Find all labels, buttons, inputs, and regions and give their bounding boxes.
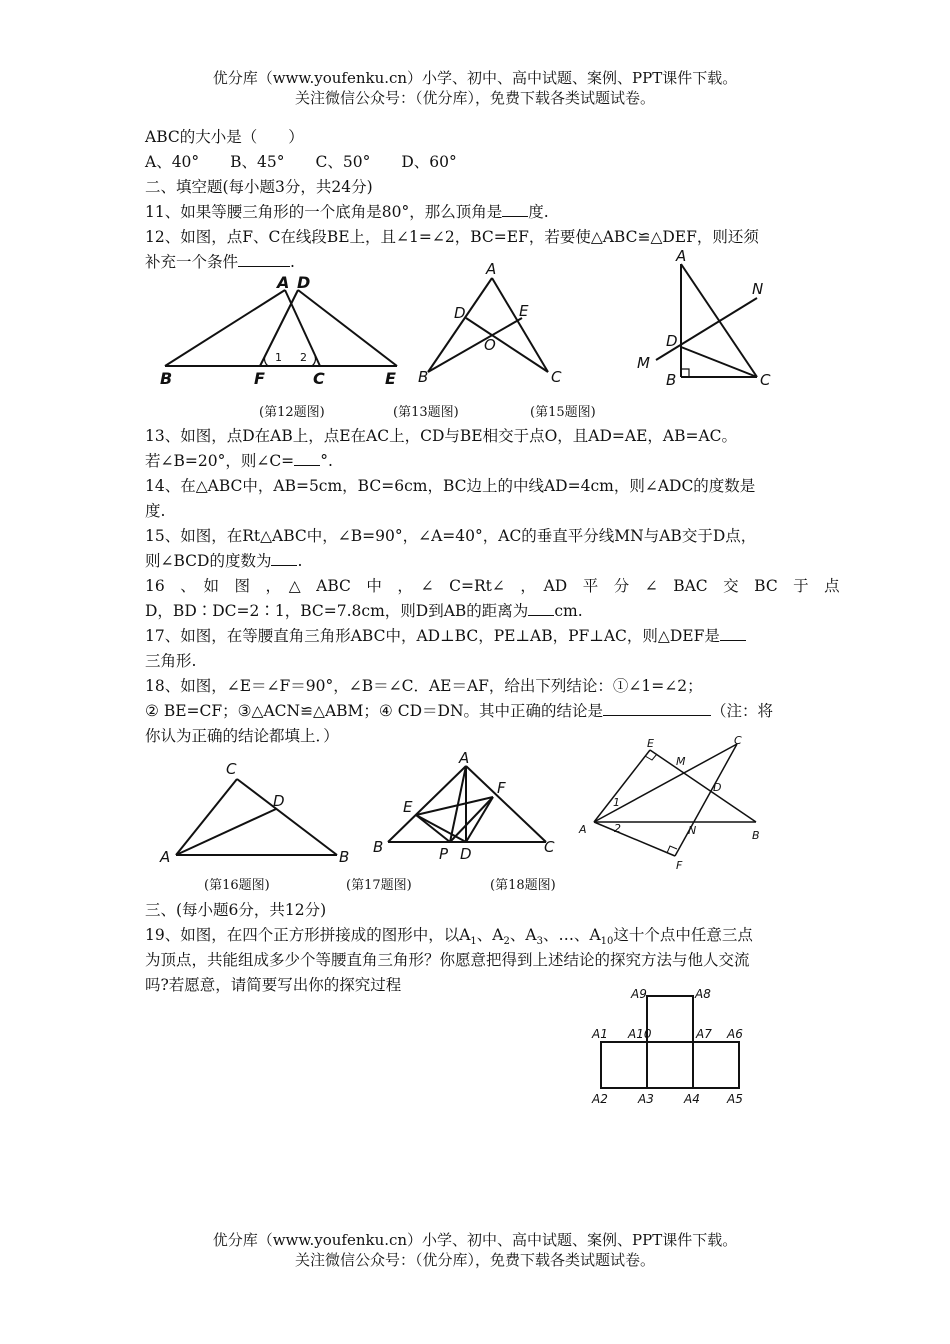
header-line-1: 优分库（www.youfenku.cn）小学、初中、高中试题、案例、PPT课件下载。: [212, 69, 738, 87]
caption-fig17: (第17题图): [346, 878, 412, 893]
fig13-label-c: C: [551, 368, 562, 386]
q12-text-b: .: [290, 253, 295, 271]
fig18-label-a: A: [579, 823, 587, 836]
q18-text-b: （注：将: [711, 702, 774, 720]
q19-text-d: 、…、A: [542, 926, 601, 944]
fig18-label-m: M: [676, 755, 686, 768]
caption-fig12: (第12题图): [259, 405, 325, 420]
fig18-label-d: D: [713, 781, 722, 794]
section-2-title: 二、填空题(每小题3分，共24分): [145, 178, 373, 196]
q19-text-b: 、A: [476, 926, 504, 944]
q16-text-a: D，BD∶DC=2∶1，BC=7.8cm，则D到AB的距离为: [145, 602, 529, 620]
fig12-label-f: F: [254, 369, 265, 388]
q13-blank: [294, 450, 320, 466]
q16-blank: [528, 600, 554, 616]
q19-sub-3: 3: [536, 936, 543, 948]
fig15-label-c: C: [760, 371, 771, 389]
q13-text-a: 若∠B=20°，则∠C=: [145, 452, 295, 470]
fig17-label-a: A: [459, 749, 470, 767]
fig18-label-1: 1: [613, 796, 620, 809]
fig15-label-b: B: [666, 371, 677, 389]
q13-line-1: 13、如图，点D在AB上，点E在AC上，CD与BE相交于点O，且AD=AE，AB=AC。: [145, 427, 738, 445]
fig19-label-a9: A9: [631, 987, 647, 1001]
caption-fig16: (第16题图): [204, 878, 270, 893]
q13-text-b: °.: [320, 452, 333, 470]
fig13-label-d: D: [454, 304, 466, 322]
q18-line-2: [145, 700, 773, 722]
fig17-label-d: D: [460, 845, 472, 863]
fig18-label-c: C: [734, 734, 742, 747]
fig19-label-a7: A7: [696, 1027, 712, 1041]
q17-line-1: [145, 625, 746, 647]
caption-fig18: (第18题图): [490, 878, 556, 893]
q14-line-2: 度.: [145, 502, 166, 520]
fig19-label-a10: A10: [628, 1027, 652, 1041]
figure-18: [575, 730, 775, 872]
fig19-label-a6: A6: [727, 1027, 743, 1041]
footer-line-1: 优分库（www.youfenku.cn）小学、初中、高中试题、案例、PPT课件下载。: [212, 1231, 738, 1249]
q18-line-1: 18、如图，∠E＝∠F＝90°，∠B＝∠C．AE＝AF，给出下列结论：①∠1=∠2；: [145, 677, 703, 695]
q11: [145, 201, 549, 223]
page-footer: [0, 1230, 950, 1270]
fig19-label-a1: A1: [592, 1027, 608, 1041]
q17-text: 17、如图，在等腰直角三角形ABC中，AD⊥BC，PE⊥AB，PF⊥AC，则△DEF是: [145, 627, 720, 645]
fig17-label-e: E: [403, 798, 413, 816]
fig12-label-c: C: [313, 369, 325, 388]
q12-text-a: 补充一个条件: [145, 253, 239, 271]
fig17-label-b: B: [373, 838, 384, 856]
q15-line-1: 15、如图，在Rt△ABC中，∠B=90°，∠A=40°，AC的垂直平分线MN与AB交于D点，: [145, 527, 757, 545]
fig12-label-d: D: [297, 273, 311, 292]
fig13-label-o: O: [484, 336, 496, 354]
figure-16: [155, 755, 355, 867]
fig16-label-a: A: [160, 848, 171, 866]
fig19-label-a3: A3: [638, 1092, 654, 1106]
q17-blank: [720, 625, 746, 641]
fig19-label-a4: A4: [684, 1092, 700, 1106]
fig18-label-e: E: [647, 737, 654, 750]
q16-line-2: [145, 600, 583, 622]
fig12-angle-2: 2: [300, 351, 307, 364]
section-3-title: 三、(每小题6分，共12分): [145, 901, 327, 919]
q18-blank: [603, 700, 711, 716]
fig18-label-2: 2: [614, 822, 621, 835]
header-line-2: 关注微信公众号：（优分库），免费下载各类试题试卷。: [294, 89, 655, 107]
q18-line-3: 你认为正确的结论都填上．）: [145, 727, 339, 745]
fig12-label-e: E: [385, 369, 396, 388]
fig13-label-b: B: [418, 368, 429, 386]
footer-line-2: 关注微信公众号：（优分库），免费下载各类试题试卷。: [294, 1251, 655, 1269]
fig17-label-p: P: [439, 845, 449, 863]
q14-line-1: 14、在△ABC中，AB=5cm，BC=6cm，BC边上的中线AD=4cm，则∠ADC的度数是: [145, 477, 756, 495]
q15-blank: [271, 550, 297, 566]
q19-text-e: 这十个点中任意三点: [613, 926, 753, 944]
q11-blank: [502, 201, 528, 217]
q15-text-a: 则∠BCD的度数为: [145, 552, 272, 570]
fig16-label-c: C: [226, 760, 237, 778]
q19-sub-10: 10: [600, 936, 614, 948]
fig19-label-a5: A5: [727, 1092, 743, 1106]
caption-fig15: (第15题图): [530, 405, 596, 420]
figure-19: [585, 982, 755, 1107]
fig13-label-a: A: [486, 260, 497, 278]
q16-text-b: cm.: [554, 602, 583, 620]
fig18-label-n: N: [688, 824, 697, 837]
figure-15: [630, 245, 780, 390]
fig16-label-d: D: [273, 792, 285, 810]
q12-blank: [238, 251, 290, 267]
fig12-label-b: B: [160, 369, 173, 388]
q19-text-a: 19、如图，在四个正方形拼接成的图形中，以A: [145, 926, 471, 944]
q15-text-b: .: [297, 552, 303, 570]
fig15-label-d: D: [666, 332, 678, 350]
q19-sub-1: 1: [470, 936, 477, 948]
q19-line-2: 为顶点，共能组成多少个等腰直角三角形？你愿意把得到上述结论的探究方法与他人交流: [145, 951, 750, 969]
q11-text-b: 度.: [528, 203, 549, 221]
figure-13: [415, 258, 575, 388]
q19-line-3: 吗?若愿意，请简要写出你的探究过程: [145, 976, 402, 994]
fig18-label-f: F: [676, 859, 683, 872]
fig17-label-c: C: [544, 838, 555, 856]
fig12-angle-1: 1: [275, 351, 282, 364]
q16-line-1: 16 、 如 图 ， △ ABC 中 ， ∠ C=Rt∠ ， AD 平 分 ∠ BAC 交 BC 于 点: [145, 577, 840, 595]
q17-line-2: 三角形.: [145, 652, 197, 670]
q19-sub-2: 2: [503, 936, 510, 948]
q10-tail: ABC的大小是（ ）: [145, 128, 304, 146]
q12-line-1: 12、如图，点F、C在线段BE上，且∠1=∠2，BC=EF，若要使△ABC≌△DEF，则还须: [145, 228, 759, 246]
fig12-label-a: A: [277, 273, 290, 292]
fig15-label-m: M: [637, 354, 650, 372]
fig17-label-f: F: [497, 779, 506, 797]
fig18-label-b: B: [752, 829, 760, 842]
q15-line-2: [145, 550, 302, 572]
q10-options: A、40° B、45° C、50° D、60°: [145, 153, 457, 171]
q11-text-a: 11、如果等腰三角形的一个底角是80°，那么顶角是: [145, 203, 503, 221]
q18-text-a: ② BE=CF；③△ACN≌△ABM；④ CD＝DN。其中正确的结论是: [145, 702, 604, 720]
fig15-label-a: A: [676, 247, 687, 265]
fig19-label-a2: A2: [592, 1092, 608, 1106]
q19-text-c: 、A: [509, 926, 537, 944]
fig15-label-n: N: [752, 280, 764, 298]
figure-17: [370, 745, 565, 865]
page-header: [0, 68, 950, 108]
caption-fig13: (第13题图): [393, 405, 459, 420]
fig19-label-a8: A8: [695, 987, 711, 1001]
figure-12: [155, 270, 410, 390]
q13-line-2: [145, 450, 333, 472]
fig16-label-b: B: [339, 848, 350, 866]
fig13-label-e: E: [519, 302, 529, 320]
